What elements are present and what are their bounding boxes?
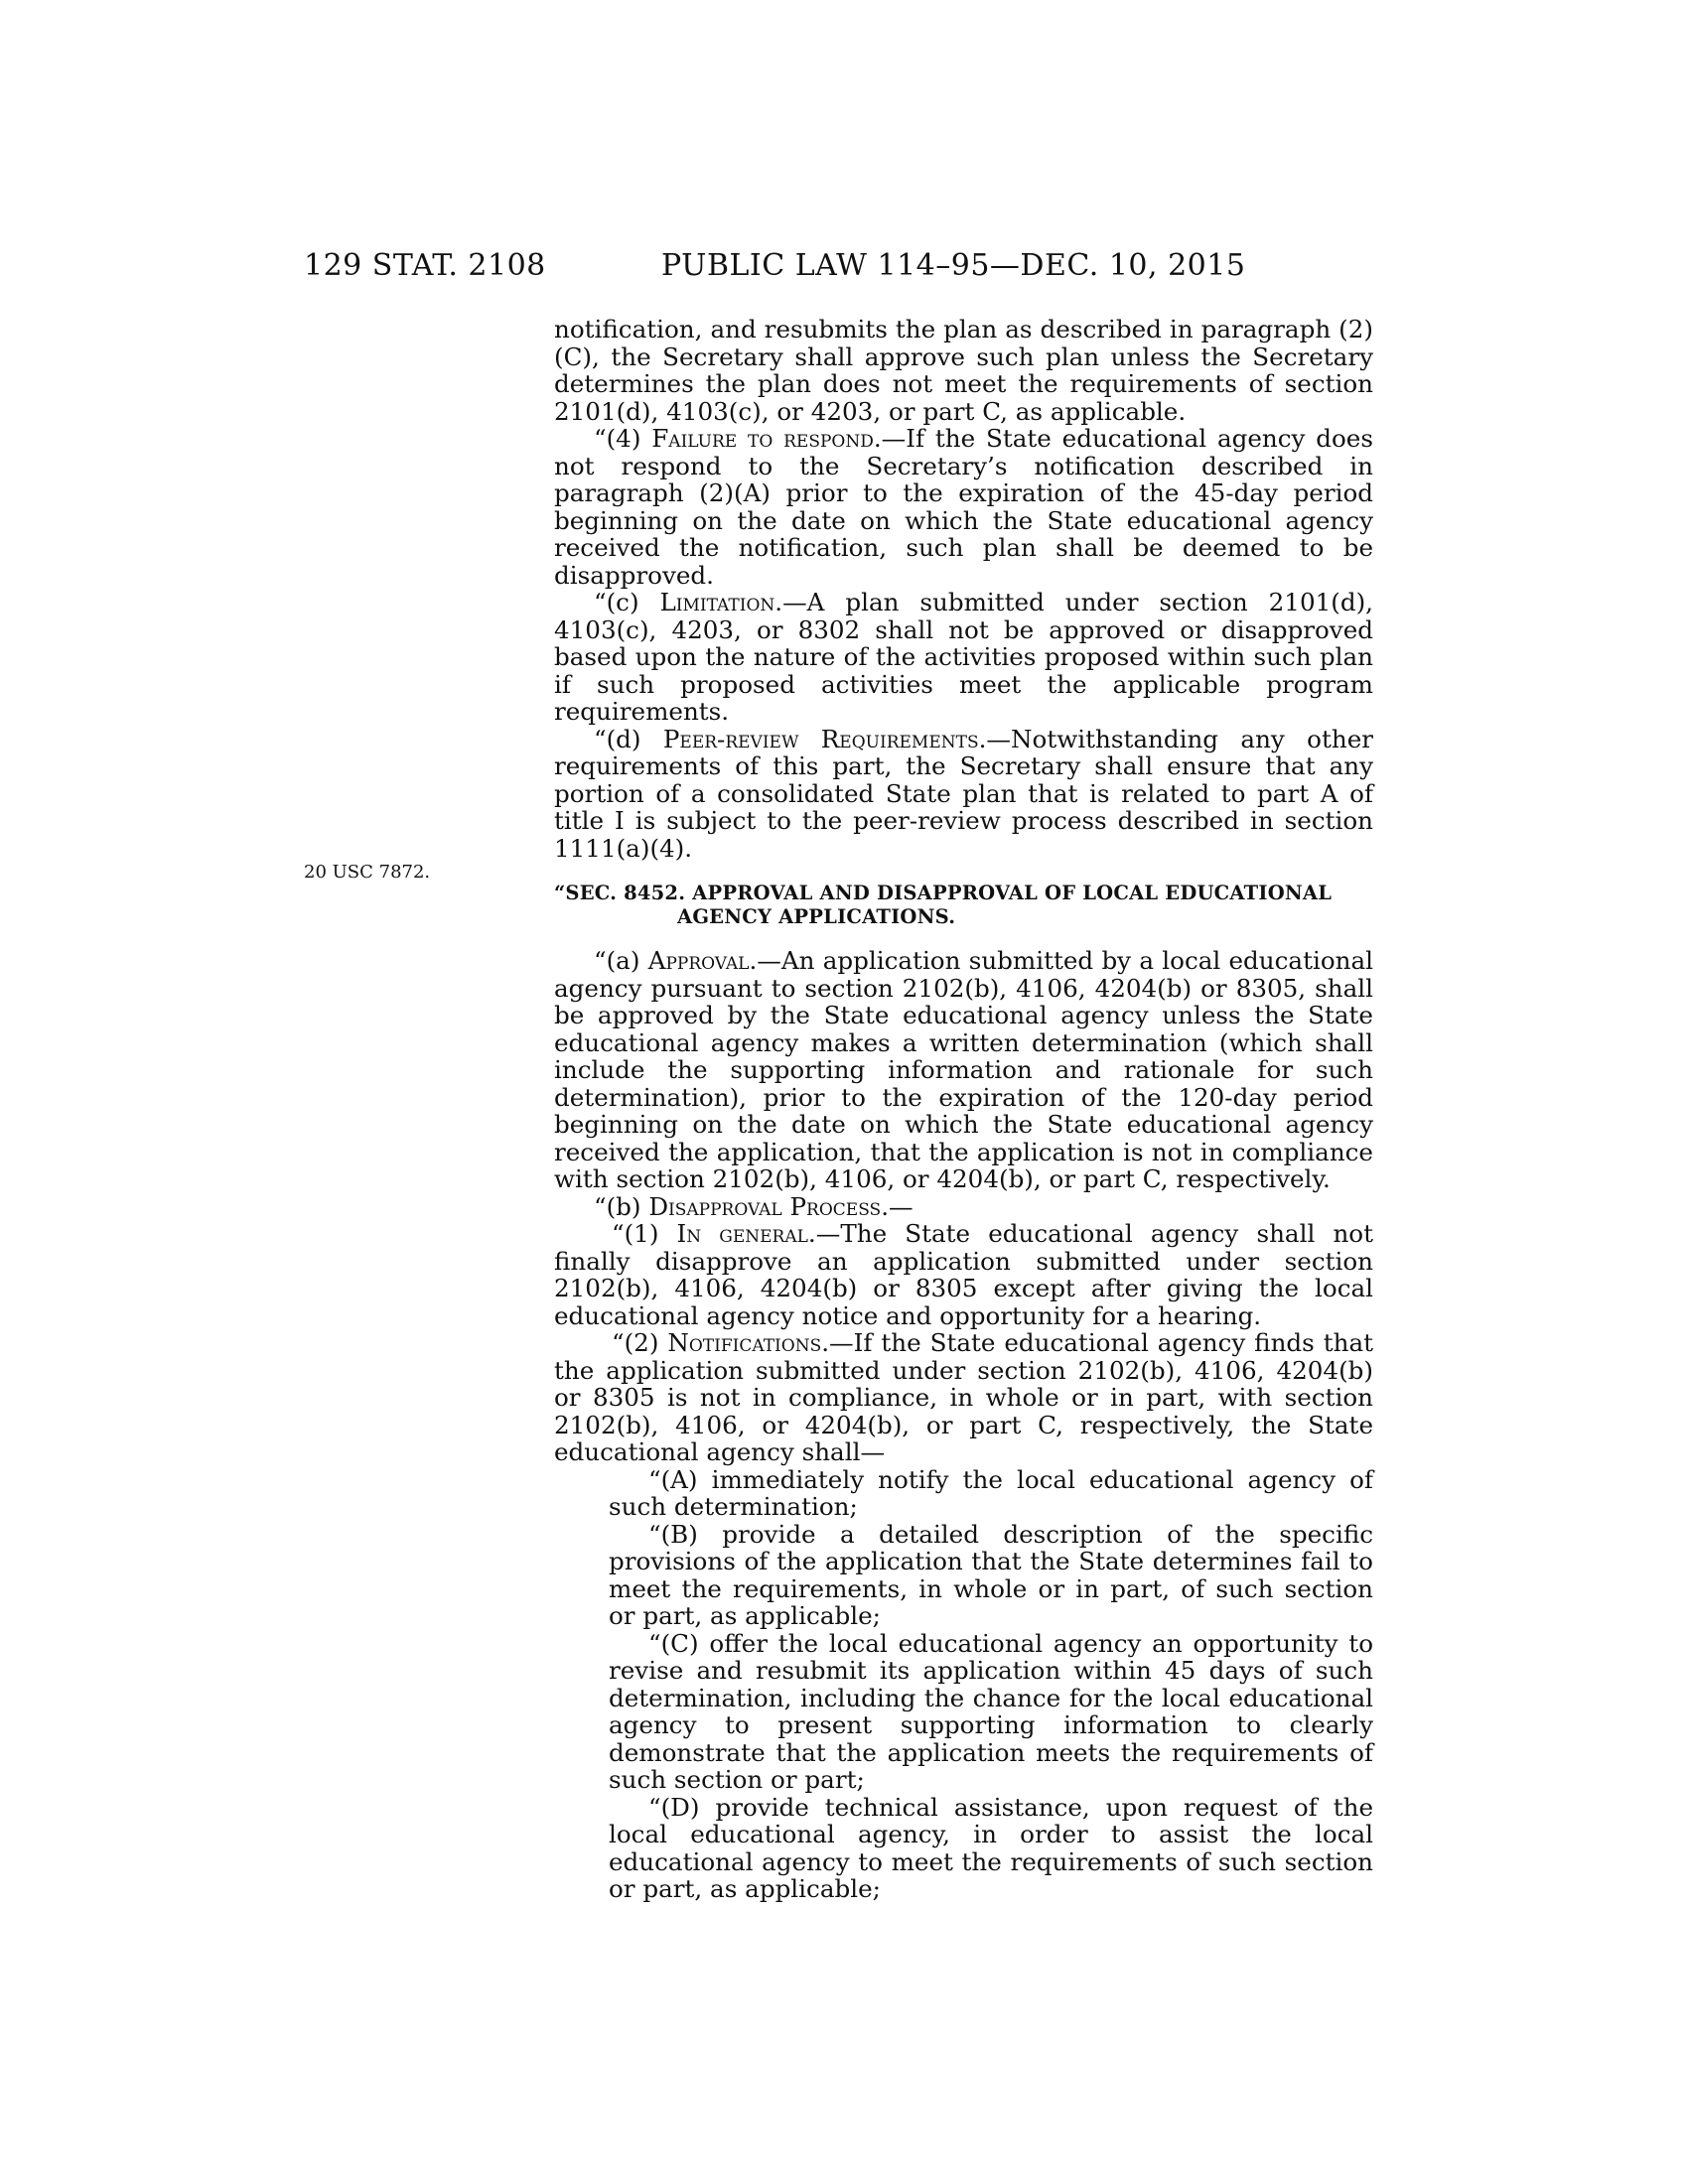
usc-margin-note: 20 USC 7872. [304, 862, 431, 883]
heading-in-general: In general [676, 1219, 808, 1248]
paragraph-notifications: “(2) Notifications.—If the State educational agency finds that the application submitted under section 2102(b), 4106, 4204(b) or 8305 is not in compliance, in whole or in part, with section 2102(b), 4106, or 4204(b), or part C, respectively, the State educational agency shall— [554, 1328, 1373, 1466]
paragraph-in-general: “(1) In general.—The State educational agency shall not finally disapprove an application submitted under section 2102(b), 4106, 4204(b) or 8305 except after giving the local educational agency notice and opportunity for a hearing. [554, 1219, 1373, 1330]
subparagraph-d: “(D) provide technical assistance, upon request of the local educational agency, in order to assist the local educational agency to meet the requirements of such section or part, as applicable; [609, 1792, 1373, 1903]
law-body-text [554, 316, 1373, 1903]
heading-failure-to-respond: Failure to respond [651, 424, 874, 453]
paragraph-limitation: “(c) Limitation.—A plan submitted under section 2101(d), 4103(c), 4203, or 8302 shall not be approved or disapproved based upon the nature of the activities proposed within such plan if such proposed activities meet the applicable program requirements. [554, 588, 1374, 726]
subparagraph-b: “(B) provide a detailed description of the specific provisions of the application that the State determines fail to meet the requirements, in whole or in part, of such section or part, as applicable; [609, 1519, 1373, 1630]
paragraph-disapproval-process: “(b) Disapproval Process.— [594, 1191, 914, 1221]
heading-approval: Approval [647, 946, 750, 975]
section-heading-8452: “SEC. 8452. APPROVAL AND DISAPPROVAL OF LOCAL EDUCATIONAL AGENCY APPLICATIONS. [554, 882, 1333, 928]
page-stat-citation: 129 STAT. 2108 [304, 248, 546, 283]
paragraph-peer-review: “(d) Peer-review Requirements.—Notwithstanding any other requirements of this part, the Secretary shall ensure that any portion of a consolidated State plan that is related to part A of title I is subject to the peer-review process described in section 1111(a)(4). [554, 724, 1374, 863]
heading-limitation: Limitation [659, 588, 775, 616]
paragraph-continuation: notification, and resubmits the plan as described in paragraph (2)(C), the Secretary shall approve such plan unless the Secretary determines the plan does not meet the requirements of section 2101(d), 4103(c), or 4203, or part C, as applicable. [554, 315, 1373, 426]
paragraph-approval: “(a) Approval.—An application submitted by a local educational agency pursuant to section 2102(b), 4106, 4204(b) or 8305, shall be approved by the State educational agency unless the State educational agency makes a written determination (which shall include the supporting information and rationale for such determination), prior to the expiration of the 120-day period beginning on the date on which the State educational agency received the application, that the application is not in compliance with section 2102(b), 4106, or 4204(b), or part C, respectively. [554, 946, 1374, 1193]
heading-peer-review: Peer-review Requirements [662, 724, 979, 753]
subparagraph-a: “(A) immediately notify the local educational agency of such determination; [609, 1464, 1373, 1521]
running-head-title: PUBLIC LAW 114–95—DEC. 10, 2015 [661, 248, 1246, 283]
paragraph-failure-to-respond: “(4) Failure to respond.—If the State educational agency does not respond to the Secretary’s notification described in paragraph (2)(A) prior to the expiration of the 45-day period beginning on the date on which the State educational agency received the notification, such plan shall be deemed to be disapproved. [554, 424, 1373, 590]
heading-notifications: Notifications [667, 1328, 822, 1357]
subparagraph-c: “(C) offer the local educational agency an opportunity to revise and resubmit its application within 45 days of such determination, including the chance for the local educational agency to present supporting information to clearly demonstrate that the application meets the requirements of such section or part; [609, 1628, 1373, 1794]
heading-disapproval-process: Disapproval Process [648, 1191, 882, 1221]
